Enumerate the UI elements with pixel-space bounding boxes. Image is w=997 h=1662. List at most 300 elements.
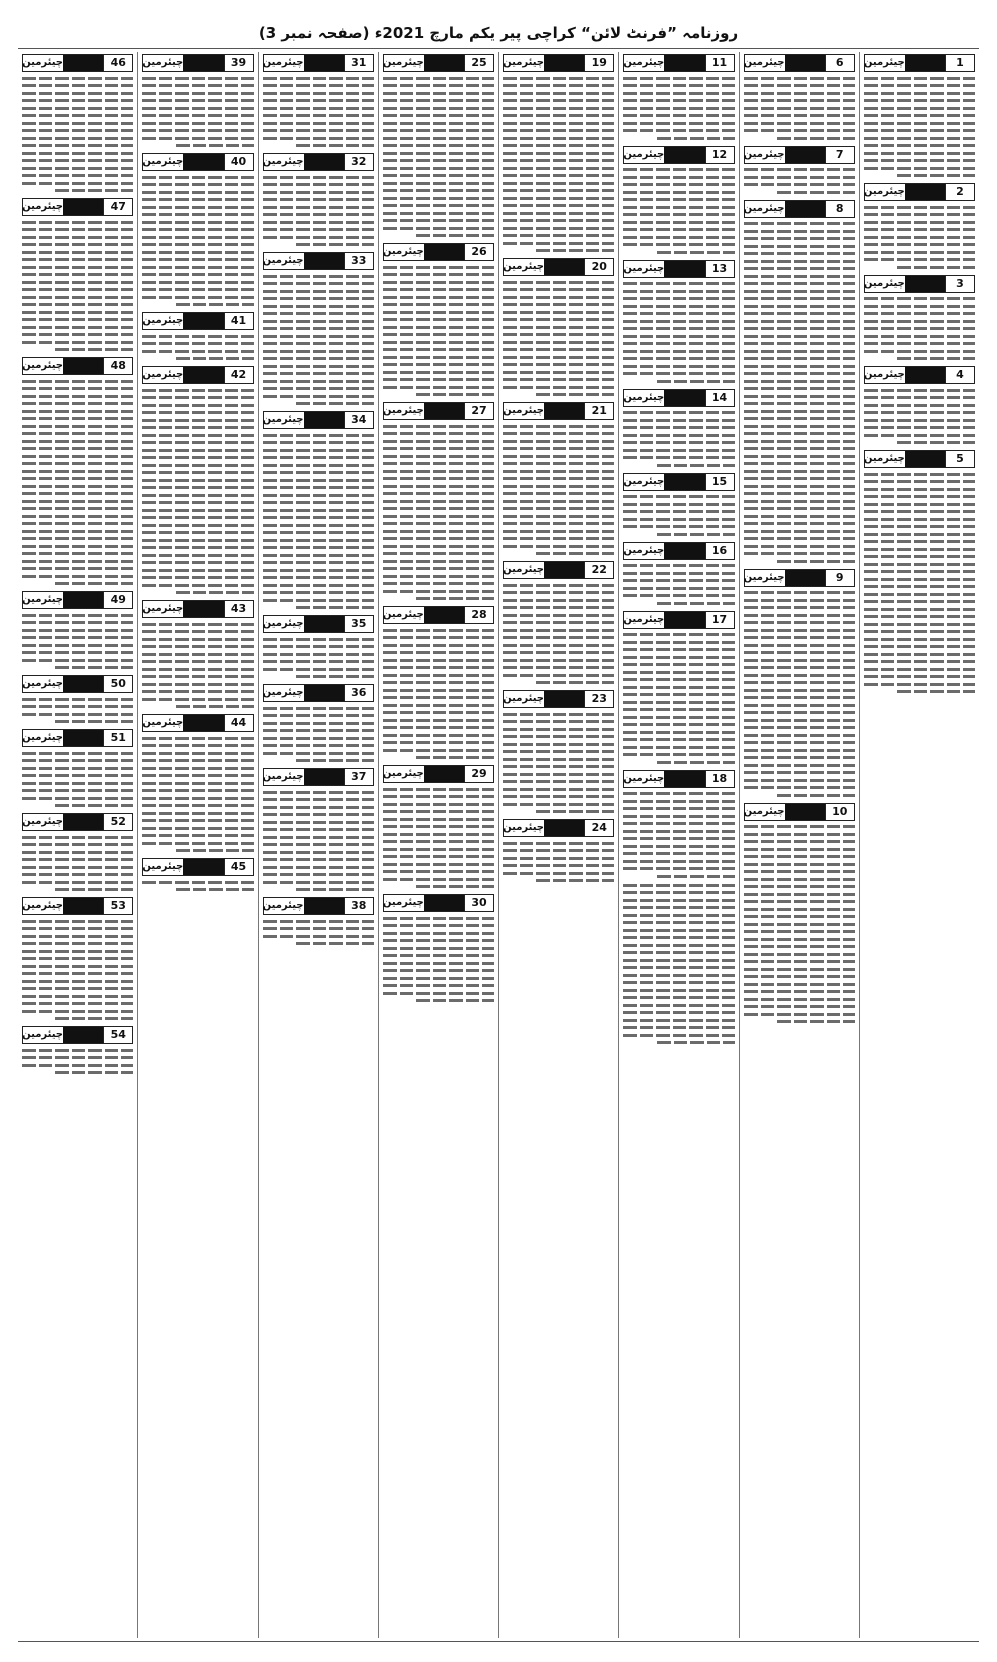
text-line: [503, 614, 614, 617]
text-line: [383, 129, 494, 132]
text-line: [176, 888, 254, 891]
text-line: [623, 966, 734, 969]
text-line: [623, 419, 734, 422]
text-line: [864, 137, 975, 140]
text-line: [22, 1002, 133, 1005]
text-line: [503, 629, 614, 632]
text-line: [503, 743, 614, 746]
text-line: [22, 957, 133, 960]
text-line: [176, 849, 254, 852]
text-line: [503, 386, 614, 389]
text-line: [503, 537, 614, 540]
text-line: [777, 560, 855, 563]
text-line: [22, 462, 133, 465]
text-line: [383, 318, 494, 321]
notice-label-word: چیئرمین: [22, 360, 63, 371]
redaction-bar: [304, 412, 344, 428]
text-line: [864, 503, 975, 506]
notice-17: [623, 611, 734, 764]
text-line: [623, 587, 734, 590]
notice-label-word: چیئرمین: [503, 693, 544, 704]
notice-label: [22, 897, 133, 915]
text-line: [22, 942, 133, 945]
text-line: [744, 975, 855, 978]
text-line: [22, 318, 133, 321]
redaction-bar: [304, 616, 344, 632]
text-line: [142, 426, 253, 429]
text-line: [263, 305, 374, 308]
text-line: [263, 99, 374, 102]
notice-number: 16: [705, 543, 734, 559]
notice-number: 17: [705, 612, 734, 628]
text-line: [777, 1020, 855, 1023]
text-line: [864, 99, 975, 102]
text-line: [263, 752, 374, 755]
text-line: [744, 659, 855, 662]
notice-label: [383, 54, 494, 72]
text-line: [383, 863, 494, 866]
notice-42: [142, 366, 253, 594]
text-line: [864, 638, 975, 641]
notice-label-word: چیئرمین: [142, 603, 184, 614]
text-line: [623, 944, 734, 947]
redaction-bar: [664, 543, 704, 559]
notice-label-word: چیئرمین: [623, 57, 665, 68]
text-line: [503, 122, 614, 125]
column-8: [18, 52, 137, 1638]
notice-29: [383, 765, 494, 888]
text-line: [623, 951, 734, 954]
text-line: [744, 983, 855, 986]
text-line: [263, 84, 374, 87]
text-line: [744, 365, 855, 368]
redaction-bar: [785, 570, 825, 586]
text-line: [623, 921, 734, 924]
notice-number: 42: [224, 367, 253, 383]
text-line: [623, 290, 734, 293]
text-line: [503, 584, 614, 587]
text-line: [383, 281, 494, 284]
text-line: [503, 296, 614, 299]
text-line: [22, 782, 133, 785]
text-line: [263, 449, 374, 452]
text-line: [623, 372, 734, 375]
notice-number: 25: [464, 55, 493, 71]
text-line: [55, 666, 133, 669]
notice-label-word: چیئرمین: [743, 202, 785, 214]
text-line: [744, 764, 855, 767]
text-line: [864, 555, 975, 558]
notice-number: 36: [344, 685, 373, 701]
text-line: [383, 969, 494, 972]
text-line: [383, 204, 494, 207]
text-line: [383, 515, 494, 518]
text-line: [22, 515, 133, 518]
text-line: [383, 537, 494, 540]
text-line: [864, 122, 975, 125]
text-line: [623, 456, 734, 459]
notice-25: [383, 54, 494, 237]
text-line: [263, 737, 374, 740]
text-line: [864, 434, 975, 437]
text-line: [22, 920, 133, 923]
text-line: [22, 987, 133, 990]
text-line: [22, 341, 133, 344]
text-line: [864, 114, 975, 117]
notice-16: [623, 542, 734, 605]
text-line: [744, 863, 855, 866]
notice-label-word: چیئرمین: [743, 148, 785, 160]
notice-label-word: چیئرمین: [22, 57, 63, 68]
notice-44: [142, 714, 253, 852]
text-line: [503, 234, 614, 237]
text-line: [864, 243, 975, 246]
text-line: [503, 606, 614, 609]
text-line: [383, 674, 494, 677]
text-line: [22, 288, 133, 291]
text-line: [503, 773, 614, 776]
redaction-bar: [785, 201, 825, 217]
notice-number: 19: [584, 55, 613, 71]
text-line: [503, 803, 614, 806]
text-line: [744, 666, 855, 669]
text-line: [383, 788, 494, 791]
text-line: [623, 830, 734, 833]
text-line: [263, 129, 374, 132]
text-line: [383, 629, 494, 632]
column-2: [739, 52, 859, 1638]
text-line: [22, 84, 133, 87]
redaction-bar: [544, 820, 584, 836]
text-line: [142, 653, 253, 656]
text-line: [744, 372, 855, 375]
text-line: [263, 342, 374, 345]
text-line: [22, 560, 133, 563]
text-line: [623, 183, 734, 186]
text-line: [263, 843, 374, 846]
text-line: [864, 84, 975, 87]
text-line: [623, 936, 734, 939]
text-line: [22, 866, 133, 869]
text-line: [623, 891, 734, 894]
text-line: [263, 290, 374, 293]
text-line: [744, 998, 855, 1001]
notice-number: 45: [224, 859, 253, 875]
text-line: [263, 122, 374, 125]
text-line: [263, 744, 374, 747]
text-line: [864, 107, 975, 110]
notice-label: [744, 200, 855, 218]
text-line: [623, 746, 734, 749]
text-line: [623, 525, 734, 528]
text-line: [744, 470, 855, 473]
text-line: [383, 266, 494, 269]
notice-number: 46: [103, 55, 132, 71]
text-line: [296, 402, 374, 405]
text-line: [383, 833, 494, 836]
notice-label: [142, 366, 253, 384]
text-line: [744, 614, 855, 617]
notice-label: [503, 690, 614, 708]
notice-label-word: چیئرمین: [22, 201, 63, 212]
text-line: [22, 303, 133, 306]
text-line: [383, 219, 494, 222]
notice-label-word: چیئرمین: [503, 822, 544, 833]
text-line: [263, 806, 374, 809]
text-line: [383, 681, 494, 684]
text-line: [22, 836, 133, 839]
text-line: [864, 563, 975, 566]
text-line: [22, 995, 133, 998]
text-line: [864, 320, 975, 323]
text-line: [176, 144, 254, 147]
text-line: [623, 884, 734, 887]
notice-number: 10: [825, 804, 854, 820]
text-line: [22, 281, 133, 284]
text-line: [864, 92, 975, 95]
text-line: [503, 371, 614, 374]
notice-label-word: چیئرمین: [623, 391, 665, 403]
notice-label: [623, 770, 734, 788]
text-line: [623, 899, 734, 902]
text-line: [864, 645, 975, 648]
notice-14: [623, 389, 734, 467]
text-line: [503, 77, 614, 80]
redaction-bar: [664, 474, 704, 490]
text-line: [383, 492, 494, 495]
notice-27: [383, 402, 494, 600]
redaction-bar: [905, 451, 945, 467]
notice-43: [142, 600, 253, 708]
text-line: [744, 522, 855, 525]
text-line: [142, 698, 253, 701]
text-line: [744, 840, 855, 843]
text-line: [623, 914, 734, 917]
text-line: [22, 636, 133, 639]
text-line: [503, 99, 614, 102]
text-line: [383, 227, 494, 230]
notice-number: 53: [103, 898, 132, 914]
notice-label: [383, 243, 494, 261]
text-line: [503, 842, 614, 845]
text-line: [383, 795, 494, 798]
text-line: [383, 644, 494, 647]
text-line: [263, 479, 374, 482]
text-line: [623, 335, 734, 338]
text-line: [623, 1019, 734, 1022]
text-line: [503, 137, 614, 140]
notice-number: 7: [825, 147, 854, 163]
text-line: [623, 191, 734, 194]
notice-number: 24: [584, 820, 613, 836]
text-line: [383, 311, 494, 314]
text-line: [383, 288, 494, 291]
text-line: [416, 234, 494, 237]
text-line: [263, 554, 374, 557]
text-line: [864, 327, 975, 330]
text-line: [503, 720, 614, 723]
text-line: [296, 243, 374, 246]
text-line: [22, 858, 133, 861]
text-line: [263, 722, 374, 725]
text-line: [383, 567, 494, 570]
text-line: [22, 144, 133, 147]
text-line: [142, 84, 253, 87]
text-line: [623, 648, 734, 651]
text-line: [744, 1013, 855, 1016]
text-line: [383, 636, 494, 639]
notice-label: [263, 768, 374, 786]
text-line: [22, 455, 133, 458]
text-line: [22, 380, 133, 383]
text-line: [503, 204, 614, 207]
text-line: [22, 311, 133, 314]
notice-5: [864, 450, 975, 693]
column-4: [498, 52, 618, 1638]
text-line: [657, 251, 735, 254]
notice-45: [142, 858, 253, 891]
text-line: [777, 137, 855, 140]
text-line: [503, 182, 614, 185]
text-line: [383, 303, 494, 306]
text-line: [22, 440, 133, 443]
text-line: [503, 492, 614, 495]
text-line: [536, 681, 614, 684]
text-line: [142, 638, 253, 641]
text-line: [744, 945, 855, 948]
text-line: [22, 980, 133, 983]
text-line: [623, 243, 734, 246]
text-line: [503, 470, 614, 473]
text-line: [503, 621, 614, 624]
text-line: [744, 689, 855, 692]
text-line: [744, 417, 855, 420]
text-line: [22, 851, 133, 854]
text-line: [864, 350, 975, 353]
text-line: [897, 357, 975, 360]
text-line: [623, 1011, 734, 1014]
text-line: [383, 137, 494, 140]
text-line: [176, 705, 254, 708]
text-line: [55, 804, 133, 807]
text-line: [383, 575, 494, 578]
notice-label: [142, 600, 253, 618]
notice-24: [503, 819, 614, 882]
text-line: [744, 786, 855, 789]
notice-number: 3: [945, 276, 974, 292]
text-line: [142, 206, 253, 209]
notice-label-word: چیئرمین: [623, 772, 665, 784]
text-line: [142, 129, 253, 132]
redaction-bar: [183, 601, 223, 617]
text-line: [623, 312, 734, 315]
text-line: [142, 191, 253, 194]
notice-label-word: چیئرمین: [262, 618, 304, 629]
text-line: [383, 440, 494, 443]
text-line: [503, 864, 614, 867]
text-line: [864, 426, 975, 429]
notice-number: 33: [344, 253, 373, 269]
text-line: [623, 122, 734, 125]
text-line: [263, 539, 374, 542]
text-line: [22, 651, 133, 654]
redaction-bar: [304, 769, 344, 785]
column-1: [859, 52, 979, 1638]
text-line: [22, 1064, 133, 1067]
text-line: [263, 464, 374, 467]
text-line: [22, 395, 133, 398]
text-line: [55, 348, 133, 351]
text-line: [22, 107, 133, 110]
text-line: [744, 741, 855, 744]
text-line: [623, 114, 734, 117]
text-line: [744, 734, 855, 737]
text-line: [142, 804, 253, 807]
notice-label: [142, 153, 253, 171]
text-line: [22, 965, 133, 968]
text-line: [142, 576, 253, 579]
text-line: [142, 675, 253, 678]
text-line: [503, 432, 614, 435]
text-line: [864, 473, 975, 476]
text-line: [142, 114, 253, 117]
text-line: [623, 641, 734, 644]
text-line: [623, 99, 734, 102]
notice-label: [503, 402, 614, 420]
text-line: [263, 434, 374, 437]
text-line: [744, 930, 855, 933]
text-line: [744, 114, 855, 117]
notice-label-word: چیئرمین: [22, 732, 63, 743]
notice-label: [503, 561, 614, 579]
text-line: [744, 327, 855, 330]
notice-label: [142, 312, 253, 330]
text-line: [263, 236, 374, 239]
notice-9: [744, 569, 855, 797]
text-line: [744, 681, 855, 684]
text-line: [623, 282, 734, 285]
text-line: [383, 152, 494, 155]
text-line: [383, 530, 494, 533]
text-line: [142, 827, 253, 830]
text-line: [623, 693, 734, 696]
text-line: [383, 432, 494, 435]
text-line: [263, 92, 374, 95]
text-line: [864, 608, 975, 611]
text-line: [383, 167, 494, 170]
text-line: [22, 477, 133, 480]
text-line: [383, 992, 494, 995]
redaction-bar: [304, 253, 344, 269]
text-line: [263, 599, 374, 602]
text-line: [263, 320, 374, 323]
notice-label: [263, 153, 374, 171]
notice-label-word: چیئرمین: [382, 57, 424, 68]
text-line: [623, 753, 734, 756]
text-line: [503, 167, 614, 170]
text-line: [142, 441, 253, 444]
notice-41: [142, 312, 253, 360]
notice-label: [623, 542, 734, 560]
notice-label-word: چیئرمین: [863, 453, 905, 464]
notice-label: [263, 684, 374, 702]
text-line: [864, 213, 975, 216]
text-line: [142, 221, 253, 224]
text-line: [744, 938, 855, 941]
notice-label: [623, 260, 734, 278]
text-line: [22, 575, 133, 578]
text-line: [623, 981, 734, 984]
